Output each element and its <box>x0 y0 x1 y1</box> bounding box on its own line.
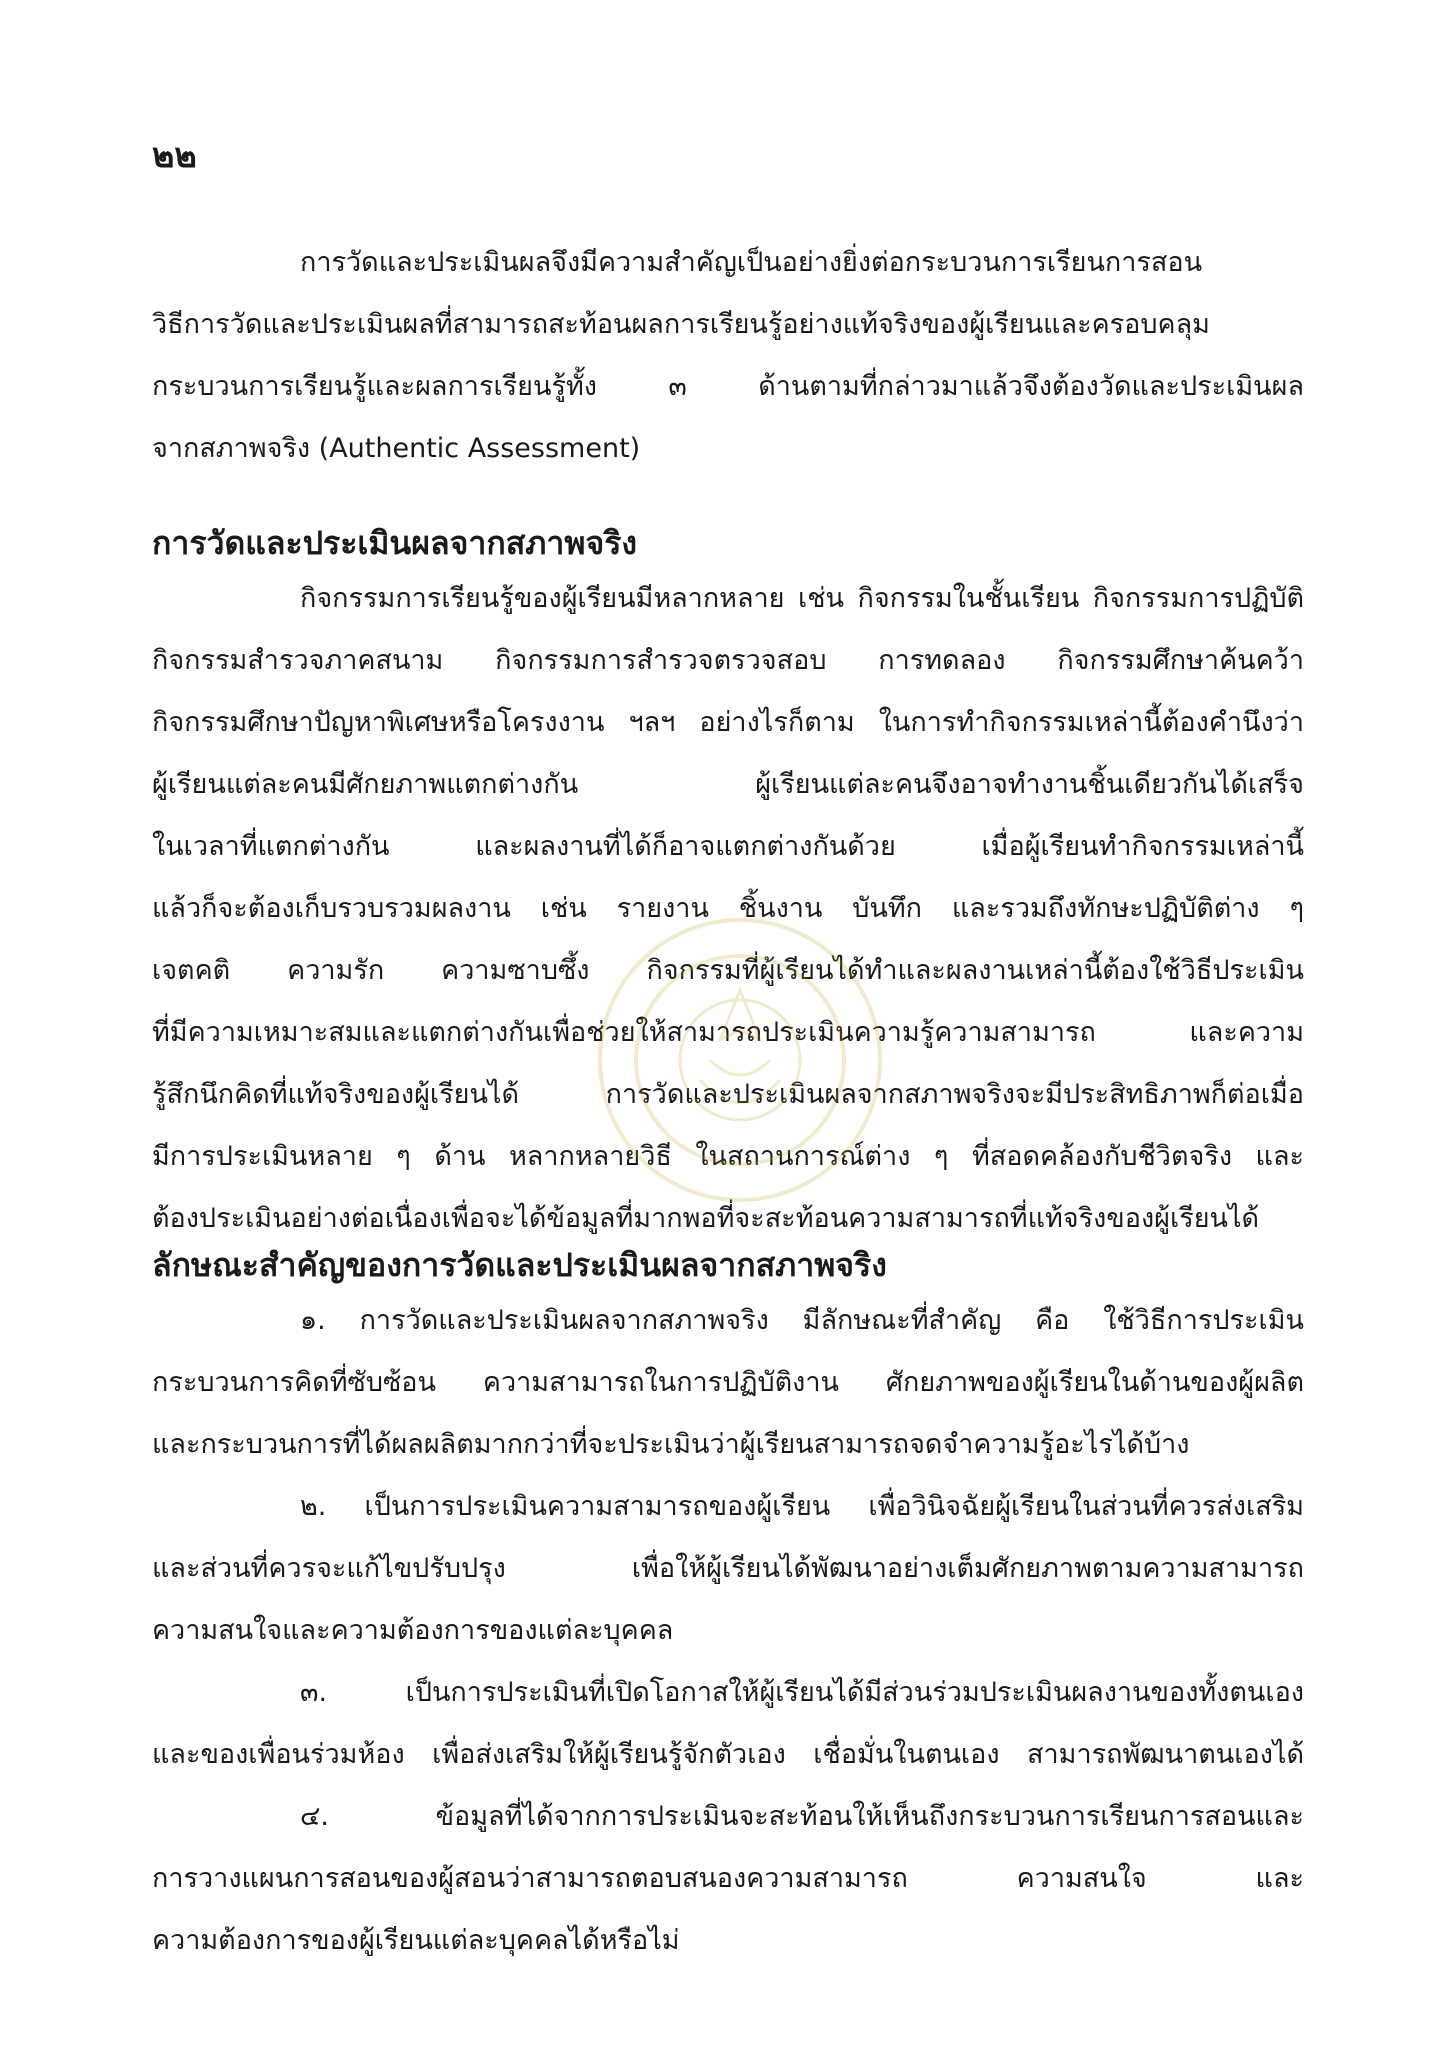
list-item-1-line: ๑. การวัดและประเมินผลจากสภาพจริง มีลักษณะที่สำคัญ คือ ใช้วิธีการประเมิน <box>300 1305 1304 1336</box>
text-line: ในเวลาที่แตกต่างกัน และผลงานที่ได้ก็อาจแตกต่างกันด้วย เมื่อผู้เรียนทำกิจกรรมเหล่านี้ <box>152 831 1304 862</box>
intro-paragraph <box>152 232 1304 480</box>
list-item-2-line: ๒. เป็นการประเมินความสามารถของผู้เรียน เพื่อวินิจฉัยผู้เรียนในส่วนที่ควรส่งเสริม <box>300 1491 1304 1522</box>
text-line: กระบวนการเรียนรู้และผลการเรียนรู้ทั้ง ๓ ด้านตามที่กล่าวมาแล้วจึงต้องวัดและประเมินผล <box>152 371 1304 402</box>
text-line: กิจกรรมศึกษาปัญหาพิเศษหรือโครงงาน ฯลฯ อย่างไรก็ตาม ในการทำกิจกรรมเหล่านี้ต้องคำนึงว่า <box>152 707 1304 738</box>
text-line: ที่มีความเหมาะสมและแตกต่างกันเพื่อช่วยให้สามารถประเมินความรู้ความสามารถ และความ <box>152 1017 1304 1048</box>
text-line: ความต้องการของผู้เรียนแต่ละบุคคลได้หรือไม่ <box>152 1925 680 1956</box>
text-line: จากสภาพจริง (Authentic Assessment) <box>152 433 641 464</box>
text-line: รู้สึกนึกคิดที่แท้จริงของผู้เรียนได้ การวัดและประเมินผลจากสภาพจริงจะมีประสิทธิภาพก็ต่อเมื่อ <box>152 1079 1304 1110</box>
text-line: การวางแผนการสอนของผู้สอนว่าสามารถตอบสนองความสามารถ ความสนใจ และ <box>152 1863 1304 1894</box>
text-line: กระบวนการคิดที่ซับซ้อน ความสามารถในการปฏิบัติงาน ศักยภาพของผู้เรียนในด้านของผู้ผลิต <box>152 1367 1304 1398</box>
list-item-3-line: ๓. เป็นการประเมินที่เปิดโอกาสให้ผู้เรียนได้มีส่วนร่วมประเมินผลงานของทั้งตนเอง <box>300 1677 1304 1708</box>
list-item-4-line: ๔. ข้อมูลที่ได้จากการประเมินจะสะท้อนให้เห็นถึงกระบวนการเรียนการสอนและ <box>300 1801 1304 1832</box>
text-line: ผู้เรียนแต่ละคนมีศักยภาพแตกต่างกัน ผู้เรียนแต่ละคนจึงอาจทำงานชิ้นเดียวกันได้เสร็จ <box>152 769 1304 800</box>
page-number: ๒๒ <box>152 136 197 176</box>
section2-list <box>152 1290 1304 1972</box>
text-line: ความสนใจและความต้องการของแต่ละบุคคล <box>152 1615 674 1646</box>
section-heading-authentic-assessment: การวัดและประเมินผลจากสภาพจริง <box>152 524 637 562</box>
text-line: ต้องประเมินอย่างต่อเนื่องเพื่อจะได้ข้อมูลที่มากพอที่จะสะท้อนความสามารถที่แท้จริงของผู้เรียนได้ <box>152 1203 1260 1234</box>
text-line: และส่วนที่ควรจะแก้ไขปรับปรุง เพื่อให้ผู้เรียนได้พัฒนาอย่างเต็มศักยภาพตามความสามารถ <box>152 1553 1304 1584</box>
text-line: วิธีการวัดและประเมินผลที่สามารถสะท้อนผลการเรียนรู้อย่างแท้จริงของผู้เรียนและครอบคลุม <box>152 309 1210 340</box>
text-line: และกระบวนการที่ได้ผลผลิตมากกว่าที่จะประเมินว่าผู้เรียนสามารถจดจำความรู้อะไรได้บ้าง <box>152 1429 1190 1460</box>
text-line: เจตคติ ความรัก ความซาบซึ้ง กิจกรรมที่ผู้เรียนได้ทำและผลงานเหล่านี้ต้องใช้วิธีประเมิน <box>152 955 1304 986</box>
text-line: การวัดและประเมินผลจึงมีความสำคัญเป็นอย่างยิ่งต่อกระบวนการเรียนการสอน <box>300 247 1203 278</box>
section1-paragraph <box>152 568 1304 1250</box>
text-line: แล้วก็จะต้องเก็บรวบรวมผลงาน เช่น รายงาน ชิ้นงาน บันทึก และรวมถึงทักษะปฏิบัติต่าง ๆ <box>152 893 1304 924</box>
text-line: กิจกรรมการเรียนรู้ของผู้เรียนมีหลากหลาย เช่น กิจกรรมในชั้นเรียน กิจกรรมการปฏิบัติ <box>300 583 1304 614</box>
section-heading-key-characteristics: ลักษณะสำคัญของการวัดและประเมินผลจากสภาพจริง <box>152 1246 887 1284</box>
text-line: และของเพื่อนร่วมห้อง เพื่อส่งเสริมให้ผู้เรียนรู้จักตัวเอง เชื่อมั่นในตนเอง สามารถพัฒนาตนเองได้ <box>152 1739 1304 1770</box>
text-line: กิจกรรมสำรวจภาคสนาม กิจกรรมการสำรวจตรวจสอบ การทดลอง กิจกรรมศึกษาค้นคว้า <box>152 645 1304 676</box>
text-line: มีการประเมินหลาย ๆ ด้าน หลากหลายวิธี ในสถานการณ์ต่าง ๆ ที่สอดคล้องกับชีวิตจริง และ <box>152 1141 1304 1172</box>
